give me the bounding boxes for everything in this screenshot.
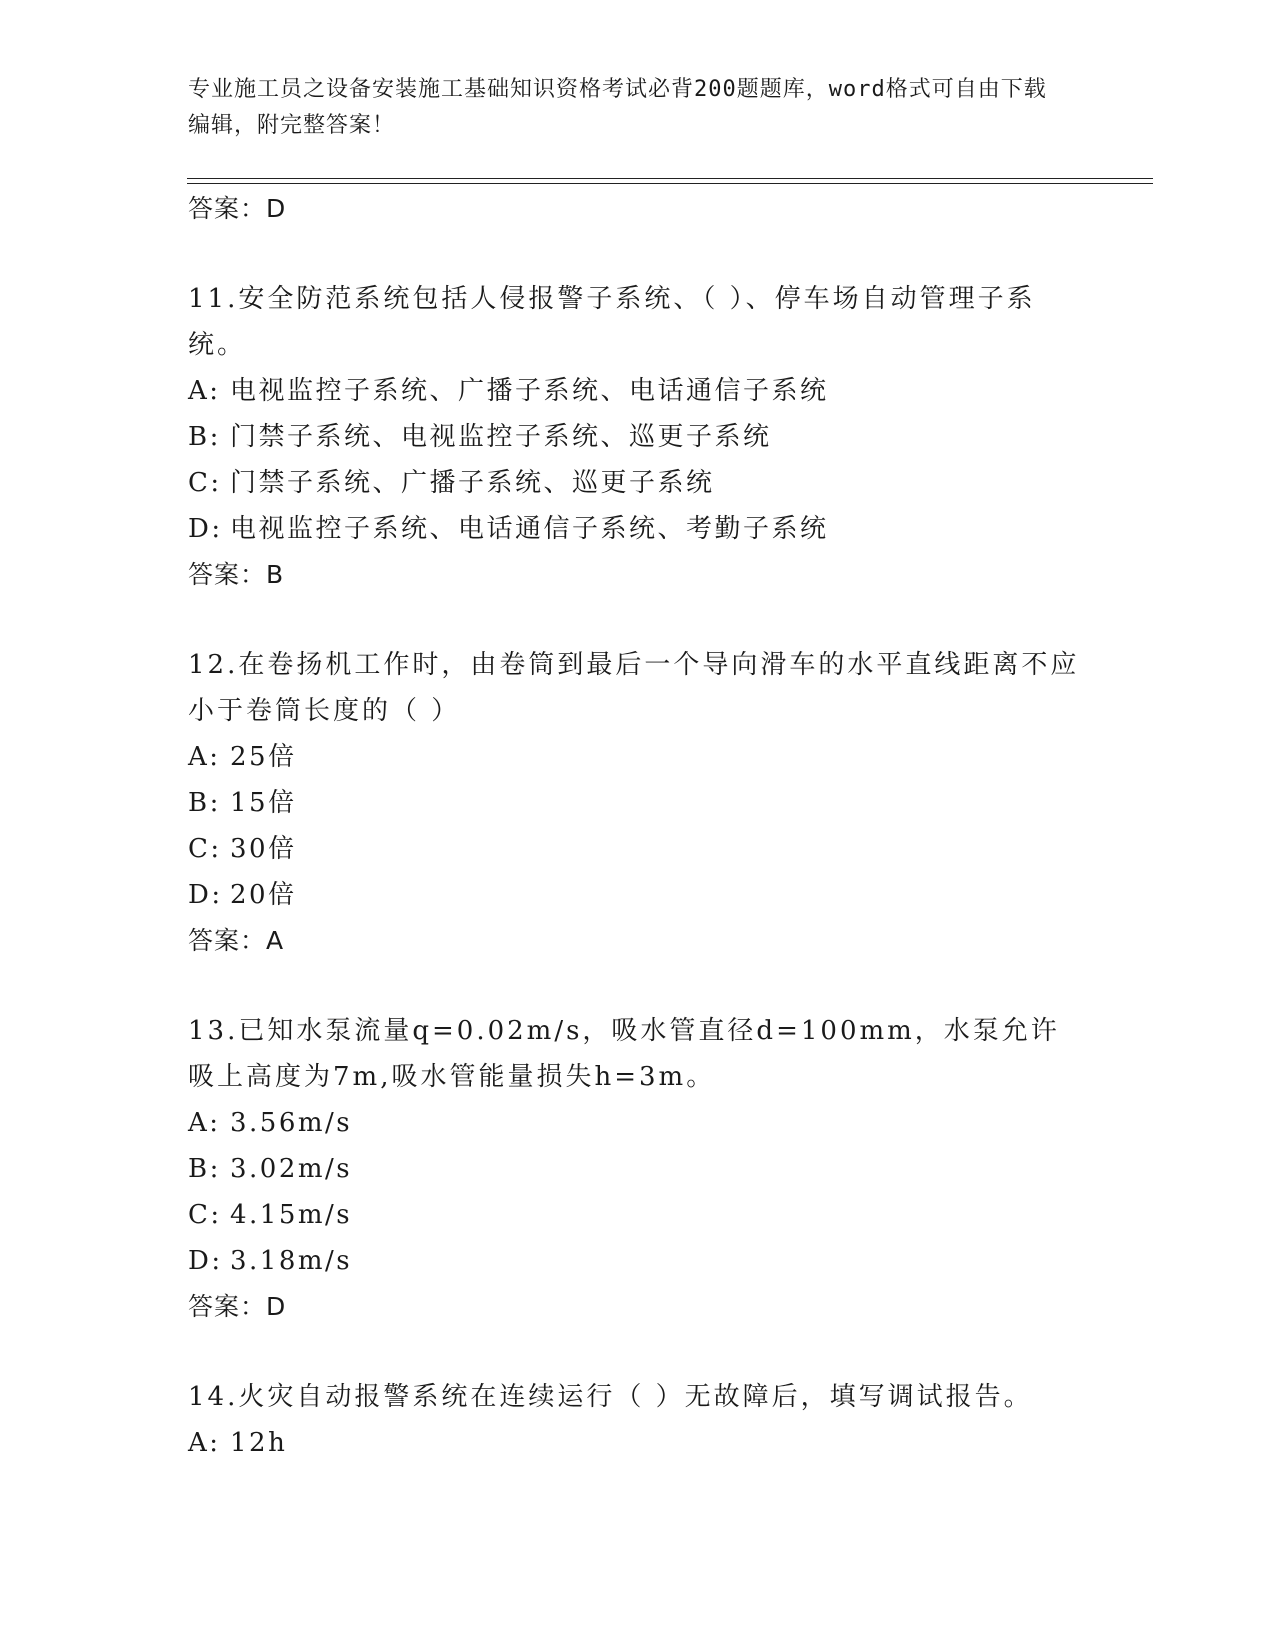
option-text: 门禁子系统、电视监控子系统、巡更子系统 bbox=[230, 422, 772, 452]
option-text: 门禁子系统、广播子系统、巡更子系统 bbox=[230, 468, 715, 498]
option-item bbox=[188, 506, 1088, 552]
option-item bbox=[188, 1238, 1088, 1284]
option-text: 4.15m/s bbox=[230, 1200, 353, 1230]
option-letter: D: bbox=[188, 880, 223, 910]
option-letter: B: bbox=[188, 1154, 221, 1184]
option-item bbox=[188, 414, 1088, 460]
option-item bbox=[188, 1420, 1088, 1466]
question-list bbox=[188, 186, 1088, 1466]
option-letter: C: bbox=[188, 1200, 222, 1230]
answer-label: 答案：B bbox=[188, 560, 285, 589]
question-block bbox=[188, 276, 1088, 598]
answer-label: 答案：A bbox=[188, 926, 285, 955]
option-item bbox=[188, 1146, 1088, 1192]
option-letter: B: bbox=[188, 788, 221, 818]
question-stem: 12.在卷扬机工作时，由卷筒到最后一个导向滑车的水平直线距离不应小于卷筒长度的（ ） bbox=[188, 650, 1080, 726]
option-item bbox=[188, 734, 1088, 780]
option-item bbox=[188, 872, 1088, 918]
option-letter: A: bbox=[188, 376, 221, 406]
option-letter: C: bbox=[188, 468, 222, 498]
option-letter: D: bbox=[188, 1246, 223, 1276]
question-block bbox=[188, 642, 1088, 964]
question-stem: 14.火灾自动报警系统在连续运行（ ）无故障后，填写调试报告。 bbox=[188, 1382, 1033, 1412]
question-stem: 13.已知水泵流量q=0.02m/s，吸水管直径d=100mm，水泵允许吸上高度为7m,吸水管能量损失h=3m。 bbox=[188, 1016, 1060, 1092]
header-divider-top bbox=[187, 178, 1153, 179]
answer-label: 答案：D bbox=[188, 194, 287, 223]
option-letter: A: bbox=[188, 1428, 221, 1458]
header-divider-bottom bbox=[187, 183, 1153, 184]
option-item bbox=[188, 826, 1088, 872]
option-item bbox=[188, 368, 1088, 414]
document-header: 专业施工员之设备安装施工基础知识资格考试必背200题题库，word格式可自由下载编辑，附完整答案！ bbox=[188, 77, 1047, 138]
option-text: 12h bbox=[230, 1428, 288, 1458]
option-letter: A: bbox=[188, 742, 221, 772]
option-text: 3.18m/s bbox=[230, 1246, 353, 1276]
option-item bbox=[188, 1192, 1088, 1238]
option-letter: B: bbox=[188, 422, 221, 452]
option-text: 电视监控子系统、广播子系统、电话通信子系统 bbox=[230, 376, 829, 406]
option-letter: A: bbox=[188, 1108, 221, 1138]
option-letter: D: bbox=[188, 514, 223, 544]
option-text: 30倍 bbox=[230, 834, 297, 864]
question-block bbox=[188, 1008, 1088, 1330]
option-item bbox=[188, 780, 1088, 826]
option-text: 20倍 bbox=[230, 880, 297, 910]
option-text: 25倍 bbox=[230, 742, 297, 772]
question-block bbox=[188, 1374, 1088, 1466]
option-item bbox=[188, 460, 1088, 506]
option-letter: C: bbox=[188, 834, 222, 864]
option-text: 3.56m/s bbox=[230, 1108, 353, 1138]
option-item bbox=[188, 1100, 1088, 1146]
answer-label: 答案：D bbox=[188, 1292, 287, 1321]
option-text: 3.02m/s bbox=[230, 1154, 353, 1184]
question-stem: 11.安全防范系统包括人侵报警子系统、（ ）、停车场自动管理子系统。 bbox=[188, 284, 1036, 360]
option-text: 15倍 bbox=[230, 788, 297, 818]
option-text: 电视监控子系统、电话通信子系统、考勤子系统 bbox=[230, 514, 829, 544]
